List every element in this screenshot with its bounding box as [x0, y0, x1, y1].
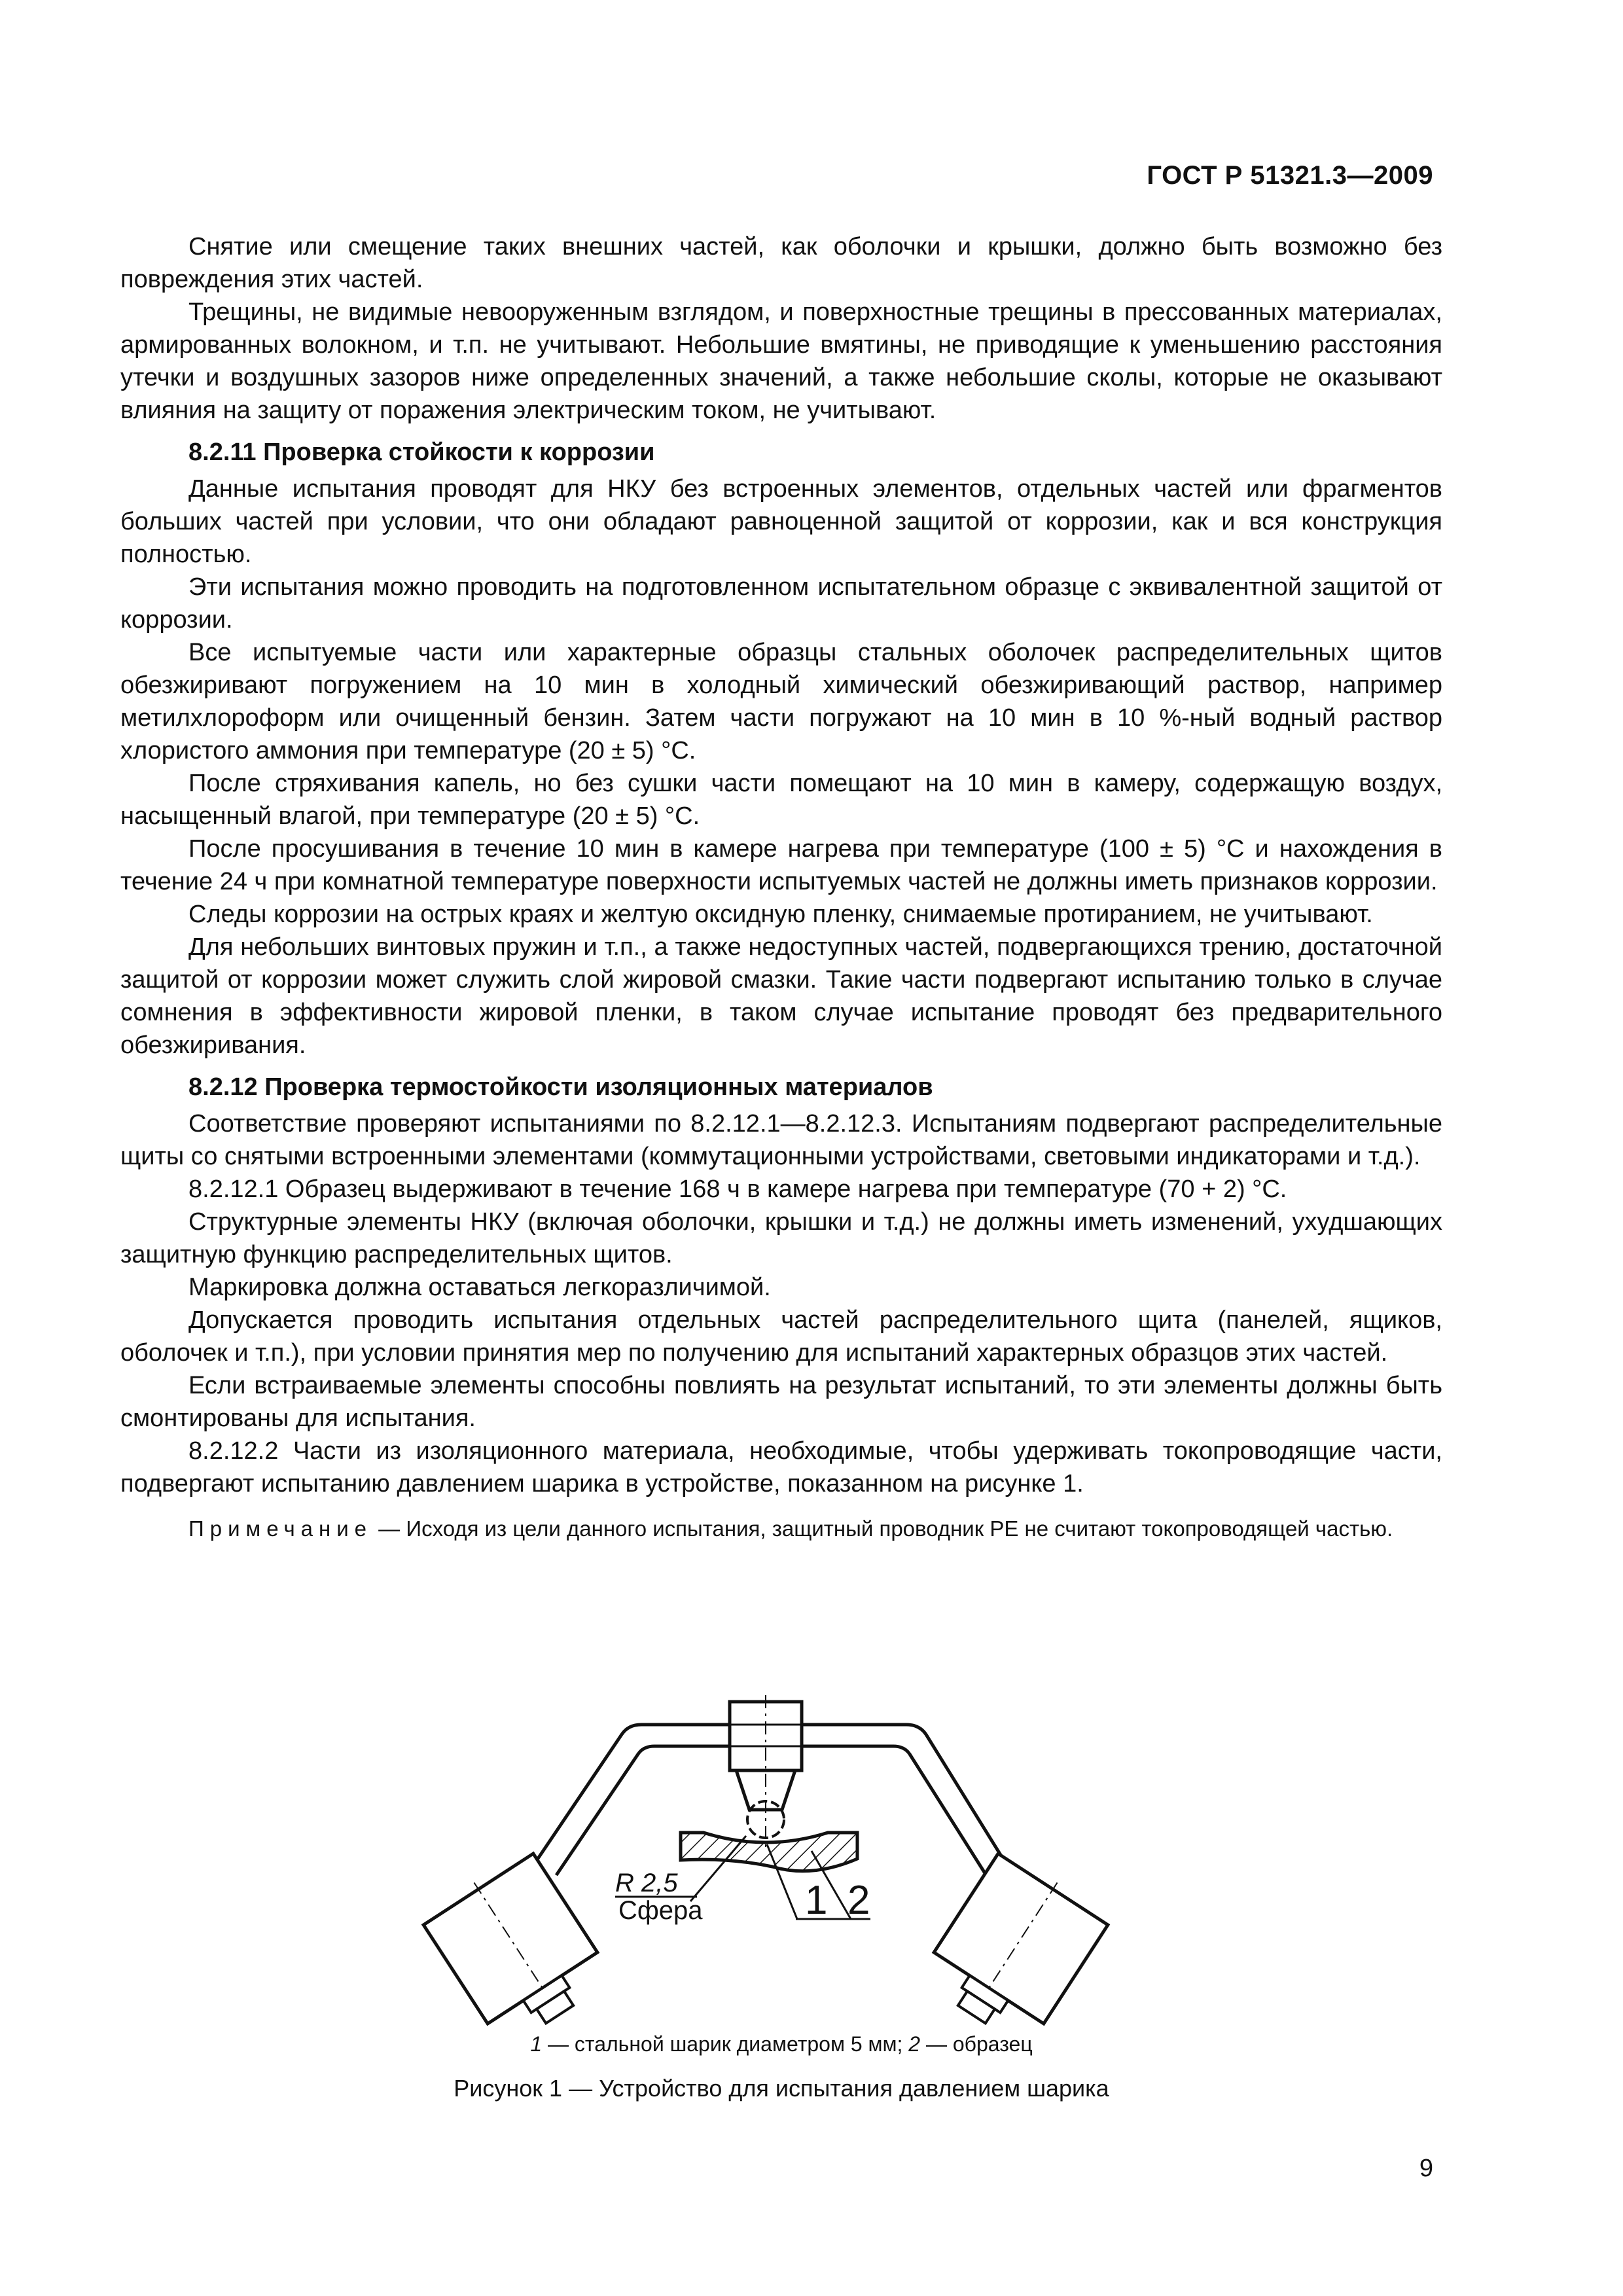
ball-holder [730, 1695, 802, 1852]
paragraph: Следы коррозии на острых краях и желтую оксидную пленку, снимаемые протиранием, не учитывают. [188, 901, 1373, 928]
figure-ball-pressure-device [353, 1636, 1178, 2029]
paragraph: После стряхивания капель, но без сушки части помещают на 10 мин в камеру, содержащую воздух, насыщенный влагой, при температуре (20 ± 5) °С. [120, 770, 1442, 830]
note-text: — Исходя из цели данного испытания, защитный проводник РЕ не считают токопроводящей частью. [372, 1516, 1393, 1541]
paragraph: Для небольших винтовых пружин и т.п., а также недоступных частей, подвергающихся трению, достаточной защитой от коррозии может служить слой жировой смазки. Такие части подвергают испытанию только в случае сомнения в эффективности жировой пленки, в таком случае испытание проводят без предварительного обезжиривания. [120, 933, 1442, 1059]
note-label: Примечание [188, 1516, 373, 1541]
section-heading-8-2-11: 8.2.11 Проверка стойкости к коррозии [188, 439, 655, 466]
legend-text-2: — образец [920, 2032, 1033, 2056]
paragraph: Снятие или смещение таких внешних частей, как оболочки и крышки, должно быть возможно без повреждения этих частей. [120, 233, 1442, 293]
callout-1: 1 [805, 1878, 828, 1923]
right-weight [917, 1847, 1112, 2029]
paragraph: Структурные элементы НКУ (включая оболочки, крышки и т.д.) не должны иметь изменений, ухудшающих защитную функцию распределительных щитов. [120, 1208, 1442, 1268]
figure-legend [120, 2030, 1442, 2058]
paragraph: Маркировка должна оставаться легкоразличимой. [188, 1274, 771, 1301]
paragraph: Если встраиваемые элементы способны повлиять на результат испытаний, то эти элементы должны быть смонтированы для испытания. [120, 1372, 1442, 1432]
callout-2: 2 [847, 1878, 870, 1923]
legend-text-1: — стальной шарик диаметром 5 мм; [542, 2032, 909, 2056]
label-radius: R 2,5 [615, 1869, 678, 1897]
document-body [120, 230, 1442, 1543]
paragraph: После просушивания в течение 10 мин в камере нагрева при температуре (100 ± 5) °С и нахождения в течение 24 ч при комнатной температуре поверхности испытуемых частей не должны иметь признаков коррозии. [120, 835, 1442, 895]
paragraph: Эти испытания можно проводить на подготовленном испытательном образце с эквивалентной защитой от коррозии. [120, 573, 1442, 634]
note [120, 1515, 1442, 1543]
paragraph: Трещины, не видимые невооруженным взглядом, и поверхностные трещины в прессованных материалах, армированных волокном, и т.п. не учитывают. Небольшие вмятины, не приводящие к уменьшению расстояния утечки и воздушных зазоров ниже определенных значений, а также небольшие сколы, которые не оказывают влияния на защиту от поражения электрическим током, не учитывают. [120, 298, 1442, 424]
paragraph: 8.2.12.1 Образец выдерживают в течение 168 ч в камере нагрева при температуре (70 + 2) °С. [188, 1175, 1287, 1203]
figure-caption: Рисунок 1 — Устройство для испытания давлением шарика [454, 2075, 1109, 2102]
section-heading-8-2-12: 8.2.12 Проверка термостойкости изоляционных материалов [188, 1073, 933, 1101]
paragraph: Допускается проводить испытания отдельных частей распределительного щита (панелей, ящиков, оболочек и т.п.), при условии принятия мер по получению для испытаний характерных образцов этих частей. [120, 1306, 1442, 1367]
paragraph: 8.2.12.2 Части из изоляционного материала, необходимые, чтобы удерживать токопроводящие части, подвергают испытанию давлением шарика в устройстве, показанном на рисунке 1. [120, 1437, 1442, 1498]
paragraph: Все испытуемые части или характерные образцы стальных оболочек распределительных щитов обезжиривают погружением на 10 мин в холодный химический обезжиривающий раствор, например метилхлороформ или очищенный бензин. Затем части погружают на 10 мин в 10 %-ный водный раствор хлористого аммония при температуре (20 ± 5) °С. [120, 639, 1442, 764]
paragraph: Данные испытания проводят для НКУ без встроенных элементов, отдельных частей или фрагментов больших частей при условии, что они обладают равноценной защитой от коррозии, как и вся конструкция полностью. [120, 475, 1442, 568]
page-number: 9 [1419, 2155, 1433, 2182]
legend-num-2: 2 [908, 2032, 921, 2056]
document-code: ГОСТ Р 51321.3—2009 [1147, 161, 1433, 190]
label-sphere: Сфера [618, 1896, 703, 1925]
left-weight [419, 1847, 615, 2029]
paragraph: Соответствие проверяют испытаниями по 8.2.12.1—8.2.12.3. Испытаниям подвергают распределительные щиты со снятыми встроенными элементами (коммутационными устройствами, световыми индикаторами и т.д.). [120, 1110, 1442, 1170]
legend-num-1: 1 [530, 2032, 543, 2056]
